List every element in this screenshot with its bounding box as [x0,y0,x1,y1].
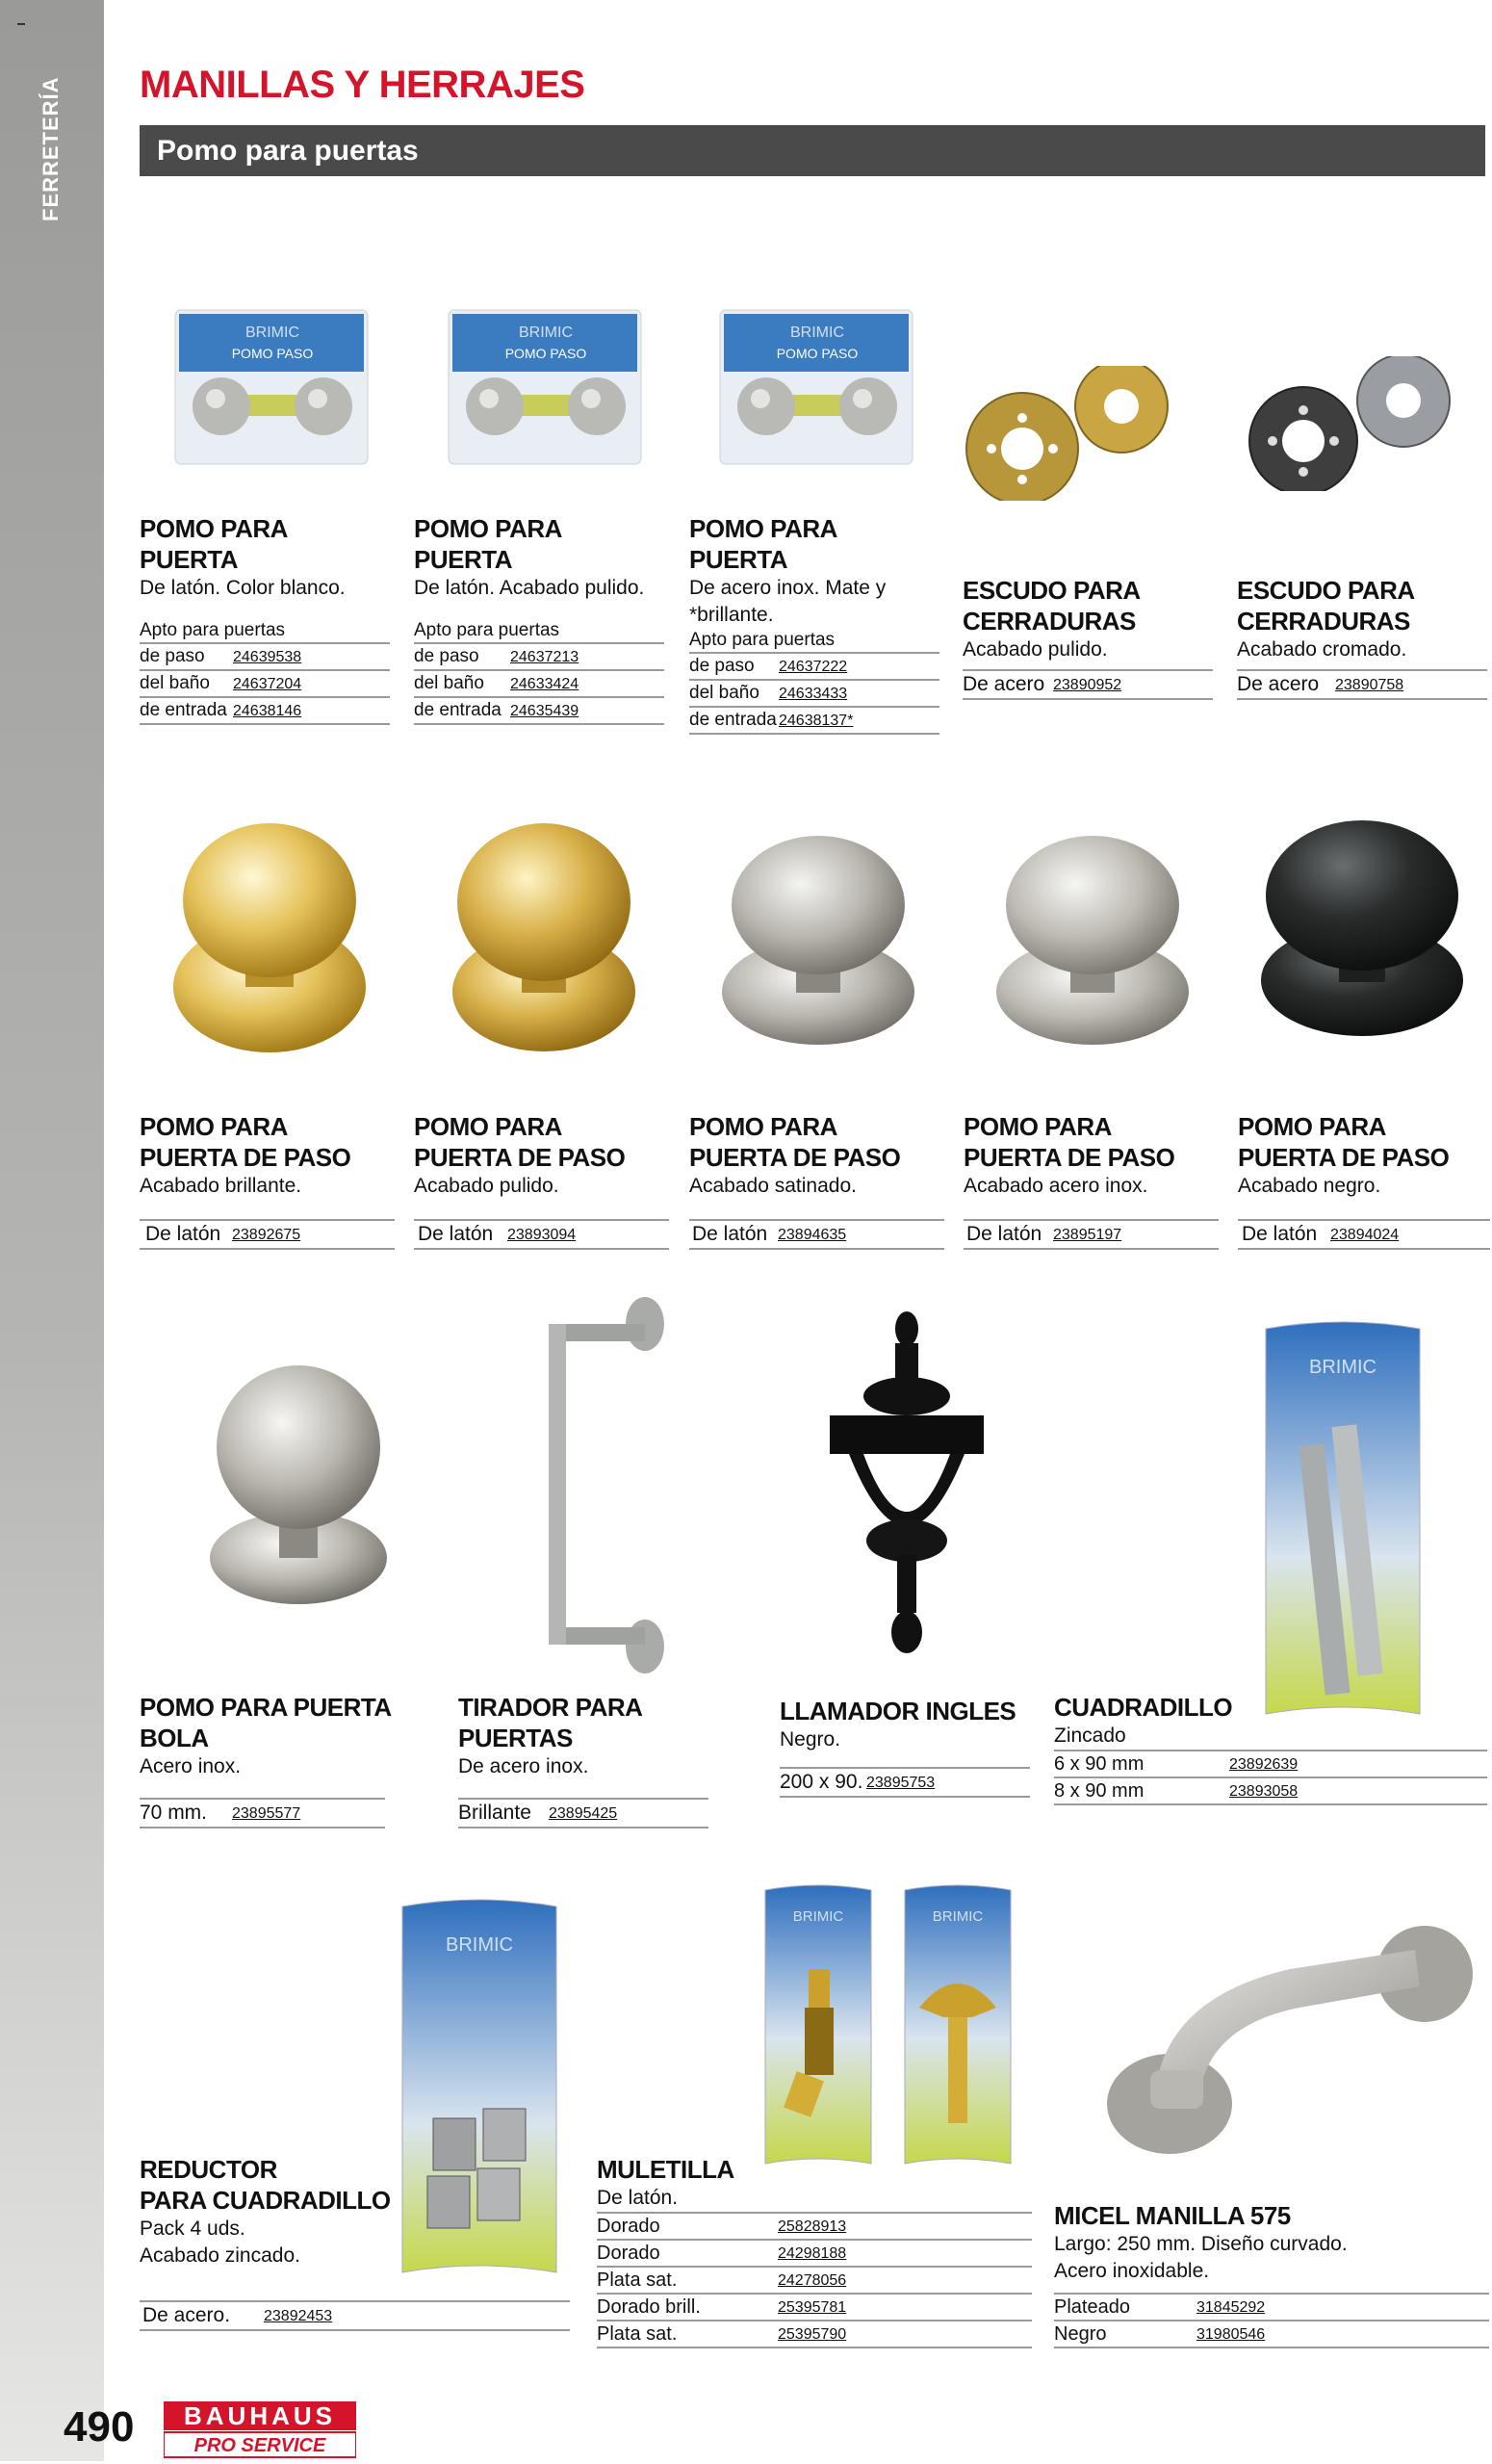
product-note: Apto para puertas [140,619,390,644]
product-card [780,1696,1030,1798]
bauhaus-logo [164,2401,356,2459]
escudo-pulido-image [963,366,1184,501]
product-row: Plata sat. 24278056 [597,2268,1032,2295]
pomo-acero-inox-image [991,833,1194,1050]
product-name: REDUCTOR PARA CUADRADILLO [140,2155,391,2215]
llamador-image [810,1310,1003,1656]
product-row: De acero. 23892453 [140,2300,570,2331]
product-name: ESCUDO PARA CERRADURAS [1237,576,1415,635]
product-name: POMO PARA PUERTA [414,514,561,574]
product-row: 70 mm. 23895577 [140,1798,385,1829]
product-card [1237,575,1487,700]
section-label: FERRETERÍA [39,76,63,221]
product-row: De acero 23890952 [963,669,1213,700]
product-desc: Pack 4 uds. Acabado zincado. [140,2218,300,2267]
product-row: De latón 23893094 [414,1219,669,1250]
product-card [140,1692,428,1829]
product-row: De latón 23895197 [964,1219,1219,1250]
pomo-pulido-image [443,823,645,1054]
product-row: De acero 23890758 [1237,669,1487,700]
product-card [414,1111,669,1250]
product-desc: Largo: 250 mm. Diseño curvado. Acero inoxidable. [1054,2233,1348,2282]
product-card [689,513,939,735]
product-row: De latón 23894635 [689,1219,944,1250]
product-row: Negro 31980546 [1054,2321,1489,2348]
pomo-puerta-pack-image-2 [447,308,645,468]
cuadradillo-pack-image [1256,1319,1429,1724]
product-name: ESCUDO PARA CERRADURAS [963,576,1141,635]
product-name: POMO PARA PUERTA BOLA [140,1693,391,1752]
product-card [963,575,1213,700]
product-desc: Acabado pulido. [414,1175,559,1197]
micel-manilla-image [1097,1911,1478,2162]
product-row: 8 x 90 mm 23893058 [1054,1778,1487,1805]
product-row: De latón 23894024 [1238,1219,1490,1250]
product-row: Brillante 23895425 [458,1798,708,1829]
product-row: de entrada 24638137* [689,708,939,735]
pack-label: POMO PASO [776,346,859,361]
product-desc: De acero inox. [458,1755,589,1777]
product-row: de paso 24637213 [414,644,664,671]
pack-brand: BRIMIC [519,324,573,341]
pomo-brillante-image [168,823,371,1054]
product-desc: De acero inox. Mate y *brillante. [689,577,887,626]
product-desc: Acabado brillante. [140,1175,302,1197]
product-row: del baño 24633433 [689,681,939,708]
product-desc: Acabado cromado. [1237,638,1407,661]
product-name: POMO PARA PUERTA DE PASO [414,1112,626,1172]
pack-brand: BRIMIC [792,1908,844,1925]
pomo-puerta-pack-image-3 [718,308,916,468]
product-row: de entrada 24635439 [414,698,664,725]
muletilla-pack-image-2 [900,1882,1016,2171]
product-row: De latón 23892675 [140,1219,395,1250]
product-desc: Acabado pulido. [963,638,1108,661]
product-desc: Acabado acero inox. [964,1175,1148,1197]
pomo-satinado-image [717,833,919,1050]
pack-brand: BRIMIC [1309,1357,1376,1378]
product-name: POMO PARA PUERTA DE PASO [1238,1112,1450,1172]
product-row: Plata sat. 25395790 [597,2321,1032,2348]
pomo-bola-image [202,1365,395,1606]
product-row: 200 x 90. 23895753 [780,1767,1030,1798]
product-name: LLAMADOR INGLES [780,1697,1016,1725]
product-note: Apto para puertas [414,619,664,644]
product-name: POMO PARA PUERTA [689,514,836,574]
escudo-cromado-image [1242,356,1463,491]
pomo-puerta-pack-image-1 [173,308,372,468]
logo-bottom-text: PRO SERVICE [193,2435,326,2456]
product-desc: Acero inox. [140,1755,242,1777]
product-note: Apto para puertas [689,629,939,654]
product-card [1054,1692,1487,1805]
product-card [597,2154,1032,2348]
product-name: CUADRADILLO [1054,1693,1233,1722]
product-name: POMO PARA PUERTA DE PASO [140,1112,351,1172]
product-card [964,1111,1219,1250]
product-desc: De latón. Acabado pulido. [414,577,645,599]
page-number: 490 [64,2403,135,2451]
tirador-image [539,1295,674,1675]
product-row: de paso 24639538 [140,644,390,671]
pack-brand: BRIMIC [446,1934,513,1956]
product-card [140,1111,395,1250]
product-card [458,1692,737,1829]
product-name: MULETILLA [597,2155,734,2184]
product-name: POMO PARA PUERTA [140,514,287,574]
product-row: Plateado 31845292 [1054,2293,1489,2321]
product-desc: Acabado negro. [1238,1175,1381,1197]
product-row: Dorado 24298188 [597,2241,1032,2268]
corner-mark [17,23,25,25]
product-desc: De latón. Color blanco. [140,577,346,599]
product-row: del baño 24637204 [140,671,390,698]
product-card [140,2154,573,2331]
pomo-negro-image [1256,818,1468,1040]
pack-brand: BRIMIC [245,324,299,341]
product-row: Dorado brill. 25395781 [597,2295,1032,2321]
muletilla-pack-image-1 [760,1882,876,2171]
product-name: MICEL MANILLA 575 [1054,2201,1291,2230]
product-row: de entrada 24638146 [140,698,390,725]
product-card [689,1111,944,1250]
product-card [414,513,664,725]
product-row: 6 x 90 mm 23892639 [1054,1750,1487,1778]
logo-top-text: BAUHAUS [184,2401,336,2430]
product-row: de paso 24637222 [689,654,939,681]
category-bar [140,125,1485,176]
product-desc: Zincado [1054,1725,1126,1747]
pack-label: POMO PASO [231,346,314,361]
product-card [140,513,390,725]
product-row: Dorado 25828913 [597,2212,1032,2241]
product-card [1054,2200,1489,2348]
product-name: TIRADOR PARA PUERTAS [458,1693,642,1752]
page-title: MANILLAS Y HERRAJES [140,64,585,106]
sidebar [0,0,104,2461]
product-desc: Negro. [780,1728,841,1751]
pack-brand: BRIMIC [790,324,844,341]
category-title: Pomo para puertas [157,135,419,167]
product-name: POMO PARA PUERTA DE PASO [964,1112,1175,1172]
product-desc: De latón. [597,2187,679,2209]
pack-brand: BRIMIC [932,1908,984,1925]
product-name: POMO PARA PUERTA DE PASO [689,1112,901,1172]
pack-label: POMO PASO [504,346,587,361]
product-desc: Acabado satinado. [689,1175,857,1197]
product-card [1238,1111,1490,1250]
product-row: del baño 24633424 [414,671,664,698]
